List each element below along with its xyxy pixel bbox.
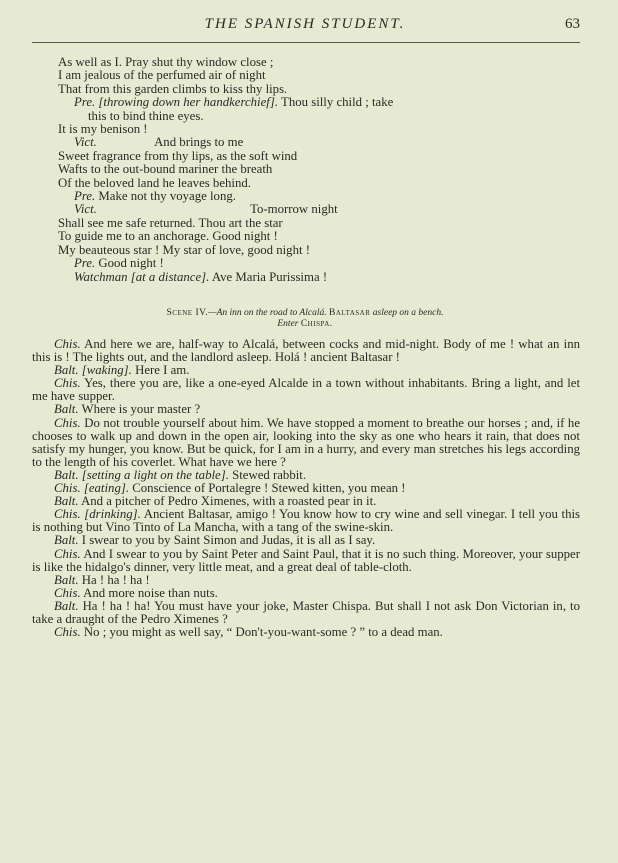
stage-direction: [drinking]. [84,507,141,522]
dialogue-paragraph [32,508,580,534]
page-header [30,16,580,40]
speaker-name: Chis. [54,415,81,430]
speaker-name: Balt. [54,494,79,509]
verse-text: To guide me to an anchorage. Good night ! [58,229,278,244]
verse-line [58,217,578,230]
scene-enter-character: Chispa. [300,319,333,329]
dialogue-paragraph [32,626,580,639]
dialogue-text: Do not trouble yourself about him. We have stopped a moment to breathe our horses ; and, if he chooses to walk up and down in the open air, looking into the sky as one who hears it rain, that does not satisfy my hunger, you know. But be quick, for I am in a hurry, and every man stretches his legs according to the length of his coverlet. What have we here ? [32,415,580,469]
dialogue-text: Yes, there you are, like a one-eyed Alcalde in a town without inhabitants. Bring a light, and let me have supper. [32,376,580,404]
verse-text: Shall see me safe returned. Thou art the star [58,215,283,230]
speaker-name: Balt. [54,598,79,613]
speaker-name: Chis. [54,337,81,351]
verse-text: Sweet fragrance from thy lips, as the soft wind [58,148,298,163]
verse-text: To-morrow night [250,202,338,217]
speaker-name: Balt. [54,402,79,417]
dialogue-text: Ha ! ha ! ha ! [81,572,150,587]
verse-line [58,150,578,163]
scene-label: Scene IV. [166,308,209,318]
speaker-name: Pre. [74,95,96,110]
verse-text: Ave Maria Purissima ! [209,269,328,284]
dialogue-text: Where is your master ? [81,402,201,417]
verse-line [58,136,578,149]
stage-direction: [setting a light on the table]. [81,467,229,482]
running-title: THE SPANISH STUDENT. [204,16,406,32]
dialogue-text: Stewed rabbit. [228,467,307,482]
dialogue-text: I swear to you by Saint Simon and Judas, it is all as I say. [81,533,376,548]
verse-text: It is my benison ! [58,122,148,137]
speaker-name: Vict. [74,135,97,150]
speaker-name: Pre. [74,256,96,271]
dialogue-paragraph [32,600,580,626]
verse-text: Good night ! [98,256,164,271]
dialogue-text: And I swear to you by Saint Peter and Saint Paul, that it is no such thing. Moreover, your supper is like the hidalgo's dinner, very little meat, and a great deal of table-cloth. [32,546,580,574]
verse-line [58,271,578,284]
dialogue-text: And here we are, half-way to Alcalá, between cocks and mid-night. Body of me ! what an inn this is ! The lights out, and the landlord asleep. Holá ! ancient Baltasar ! [32,337,580,365]
speaker-name: Chis. [54,376,81,391]
verse-line [58,163,578,176]
verse-line [58,244,578,257]
verse-text: My beauteous star ! My star of love, good night ! [58,242,310,257]
verse-line [58,96,578,109]
dialogue-text: Conscience of Portalegre ! Stewed kitten, you mean ! [129,481,406,496]
dialogue-paragraph [32,338,580,364]
verse-passage [58,56,578,284]
speaker-name: Balt. [54,363,79,378]
dialogue-text: Here I am. [131,363,190,378]
verse-text: Thou silly child ; take [278,95,394,110]
stage-direction: [throwing down her handkerchief]. [98,95,279,110]
verse-line [58,177,578,190]
prose-passage [32,338,580,639]
verse-text: Of the beloved land he leaves behind. [58,175,251,190]
verse-line [58,69,578,82]
header-rule [32,42,580,43]
page-number: 63 [565,16,580,32]
verse-line [58,123,578,136]
speaker-name: Chis. [54,507,81,522]
verse-text: That from this garden climbs to kiss thy lips. [58,81,288,96]
speaker-name: Chis. [54,585,81,600]
dialogue-text: Ancient Baltasar, amigo ! You know how to cry wine and sell vinegar. I tell you this is nothing but Vino Tinto of La Mancha, with a tang of the swine-skin. [32,507,580,535]
speaker-name: Watchman [74,269,128,284]
verse-line-continued: this to bind thine eyes. [88,108,204,123]
verse-text: And brings to me [154,135,244,150]
speaker-name: Chis. [54,625,81,640]
speaker-name: Balt. [54,467,79,482]
verse-text: Wafts to the out-bound mariner the breath [58,162,273,177]
speaker-name: Chis. [54,481,81,496]
scene-state: asleep on a bench. [372,308,444,318]
verse-line [58,230,578,243]
verse-text: Make not thy voyage long. [98,189,236,204]
speaker-name: Pre. [74,189,96,204]
scene-enter: Enter [277,319,299,329]
stage-direction: [waking]. [81,363,132,378]
verse-text: As well as I. Pray shut thy window close ; [58,55,274,69]
verse-text: I am jealous of the perfumed air of night [58,68,266,83]
dialogue-paragraph [32,417,580,469]
dialogue-text: Ha ! ha ! ha! You must have your joke, Master Chispa. But shall I not ask Don Victorian in, to take a draught of the Pedro Ximenes ? [32,598,580,626]
scene-place: —An inn on the road to Alcalá. [208,308,327,318]
dialogue-text: And a pitcher of Pedro Ximenes, with a roasted pear in it. [81,494,377,509]
stage-direction: [at a distance]. [130,269,210,284]
speaker-name: Balt. [54,533,79,548]
scene-character: Baltasar [328,308,371,318]
verse-line [58,83,578,96]
verse-line [58,203,578,216]
speaker-name: Balt. [54,572,79,587]
dialogue-paragraph [32,548,580,574]
scene-heading [30,308,580,330]
verse-line [58,257,578,270]
dialogue-text: And more noise than nuts. [83,585,218,600]
speaker-name: Chis. [54,546,81,561]
dialogue-text: No ; you might as well say, “ Don't-you-want-some ? ” to a dead man. [83,625,443,640]
dialogue-paragraph [32,377,580,403]
verse-line [58,190,578,203]
stage-direction: [eating]. [83,481,130,496]
speaker-name: Vict. [74,202,97,217]
verse-line [58,56,578,69]
